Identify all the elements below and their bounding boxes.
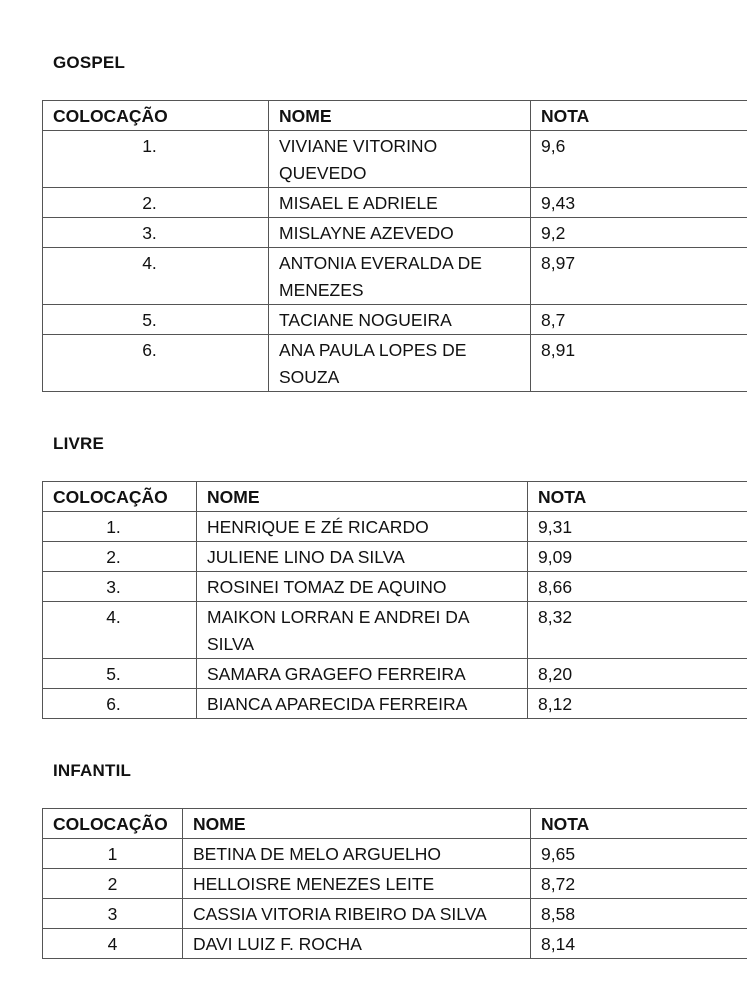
score-cell: 9,43 (531, 188, 747, 218)
column-header-name: NOME (197, 482, 528, 512)
results-table-infantil (42, 808, 747, 959)
score-cell: 9,2 (531, 218, 747, 248)
name-cell: JULIENE LINO DA SILVA (197, 542, 528, 572)
rank-cell: 1. (43, 512, 197, 542)
rank-cell: 1. (43, 131, 269, 188)
score-cell: 8,72 (531, 869, 747, 899)
table-row (43, 839, 747, 869)
column-header-score: NOTA (531, 101, 747, 131)
rank-cell: 5. (43, 305, 269, 335)
table-header-row (43, 482, 747, 512)
score-cell: 9,65 (531, 839, 747, 869)
results-table-livre (42, 481, 747, 719)
table-header-row (43, 809, 747, 839)
table-row (43, 218, 747, 248)
name-cell: ROSINEI TOMAZ DE AQUINO (197, 572, 528, 602)
table-header-row (43, 101, 747, 131)
score-cell: 8,12 (528, 689, 747, 719)
rank-cell: 4 (43, 929, 183, 959)
table-row (43, 929, 747, 959)
table-row (43, 602, 747, 659)
column-header-rank: COLOCAÇÃO (43, 101, 269, 131)
rank-cell: 6. (43, 689, 197, 719)
rank-cell: 2. (43, 188, 269, 218)
table-row (43, 869, 747, 899)
name-cell: ANTONIA EVERALDA DE MENEZES (269, 248, 531, 305)
rank-cell: 4. (43, 248, 269, 305)
table-row (43, 572, 747, 602)
name-cell: ANA PAULA LOPES DE SOUZA (269, 335, 531, 392)
table-row (43, 248, 747, 305)
rank-cell: 5. (43, 659, 197, 689)
score-cell: 9,09 (528, 542, 747, 572)
name-cell: BETINA DE MELO ARGUELHO (183, 839, 531, 869)
rank-cell: 2. (43, 542, 197, 572)
table-row (43, 335, 747, 392)
name-cell: HELLOISRE MENEZES LEITE (183, 869, 531, 899)
rank-cell: 3 (43, 899, 183, 929)
rank-cell: 1 (43, 839, 183, 869)
name-cell: TACIANE NOGUEIRA (269, 305, 531, 335)
results-table-gospel (42, 100, 747, 392)
score-cell: 8,14 (531, 929, 747, 959)
table-row (43, 188, 747, 218)
table-row (43, 131, 747, 188)
rank-cell: 3. (43, 572, 197, 602)
section-title-gospel: GOSPEL (53, 53, 126, 72)
score-cell: 9,31 (528, 512, 747, 542)
name-cell: MAIKON LORRAN E ANDREI DA SILVA (197, 602, 528, 659)
column-header-rank: COLOCAÇÃO (43, 482, 197, 512)
rank-cell: 4. (43, 602, 197, 659)
name-cell: BIANCA APARECIDA FERREIRA (197, 689, 528, 719)
score-cell: 8,58 (531, 899, 747, 929)
column-header-rank: COLOCAÇÃO (43, 809, 183, 839)
name-cell: MISLAYNE AZEVEDO (269, 218, 531, 248)
table-row (43, 542, 747, 572)
score-cell: 8,20 (528, 659, 747, 689)
table-row (43, 899, 747, 929)
table-row (43, 305, 747, 335)
score-cell: 8,66 (528, 572, 747, 602)
table-row (43, 659, 747, 689)
column-header-score: NOTA (531, 809, 747, 839)
name-cell: DAVI LUIZ F. ROCHA (183, 929, 531, 959)
section-title-livre: LIVRE (53, 434, 105, 453)
rank-cell: 3. (43, 218, 269, 248)
table-row (43, 689, 747, 719)
rank-cell: 6. (43, 335, 269, 392)
name-cell: MISAEL E ADRIELE (269, 188, 531, 218)
name-cell: HENRIQUE E ZÉ RICARDO (197, 512, 528, 542)
column-header-name: NOME (269, 101, 531, 131)
score-cell: 8,32 (528, 602, 747, 659)
rank-cell: 2 (43, 869, 183, 899)
name-cell: CASSIA VITORIA RIBEIRO DA SILVA (183, 899, 531, 929)
section-title-infantil: INFANTIL (53, 761, 132, 780)
score-cell: 8,97 (531, 248, 747, 305)
table-row (43, 512, 747, 542)
score-cell: 9,6 (531, 131, 747, 188)
score-cell: 8,7 (531, 305, 747, 335)
score-cell: 8,91 (531, 335, 747, 392)
column-header-name: NOME (183, 809, 531, 839)
name-cell: VIVIANE VITORINO QUEVEDO (269, 131, 531, 188)
name-cell: SAMARA GRAGEFO FERREIRA (197, 659, 528, 689)
column-header-score: NOTA (528, 482, 747, 512)
